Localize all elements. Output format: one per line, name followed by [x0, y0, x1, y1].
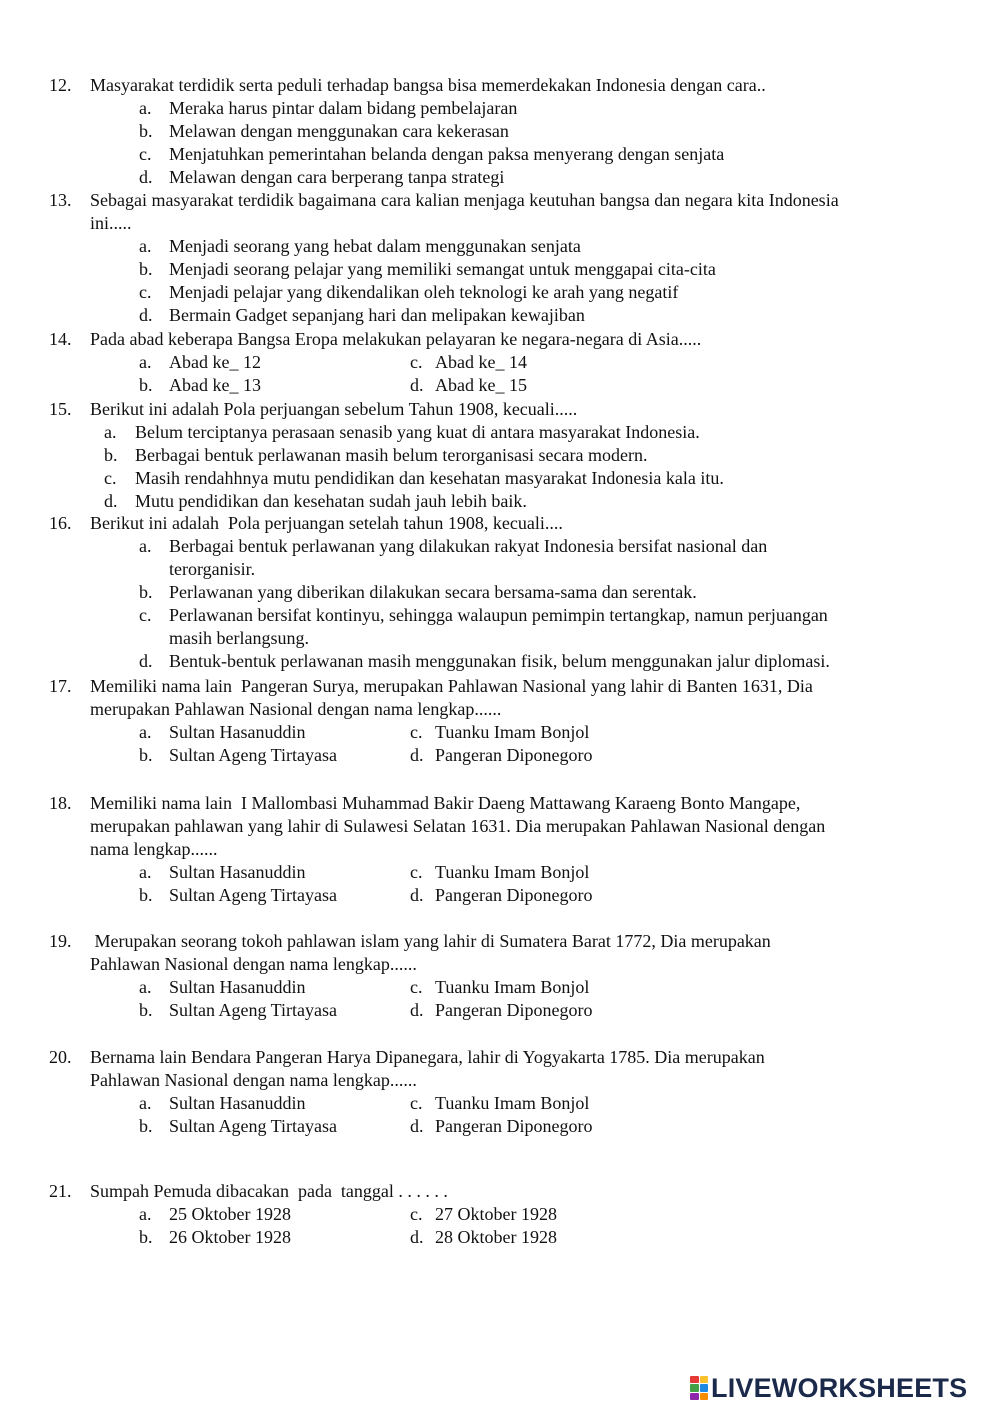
option-text: Bermain Gadget sepanjang hari dan melipakan kewajiban: [169, 305, 585, 325]
option-text: Sultan Ageng Tirtayasa: [169, 745, 338, 765]
option-text: Berbagai bentuk perlawanan yang dilakukan rakyat Indonesia bersifat nasional dan: [169, 536, 768, 556]
question-text: Pada abad keberapa Bangsa Eropa melakukan pelayaran ke negara-negara di Asia.....: [90, 329, 702, 349]
option-letter: a.: [139, 977, 152, 997]
logo-icon-square: [700, 1393, 709, 1400]
question-number: 15.: [49, 399, 72, 419]
option-letter: c.: [410, 1204, 423, 1224]
question-text: Berikut ini adalah Pola perjuangan setelah tahun 1908, kecuali....: [90, 513, 563, 533]
option-text: masih berlangsung.: [169, 628, 309, 648]
option-letter: a.: [139, 236, 152, 256]
question-text: merupakan pahlawan yang lahir di Sulawesi Selatan 1631. Dia merupakan Pahlawan Nasional dengan: [90, 816, 826, 836]
option-letter: d.: [410, 1000, 424, 1020]
option-text: Tuanku Imam Bonjol: [435, 722, 590, 742]
option-text: Tuanku Imam Bonjol: [435, 862, 590, 882]
question-number: 17.: [49, 676, 72, 696]
option-text: Sultan Ageng Tirtayasa: [169, 1000, 338, 1020]
question-number: 12.: [49, 75, 72, 95]
option-letter: a.: [139, 98, 152, 118]
question-number: 19.: [49, 931, 72, 951]
option-letter: c.: [139, 282, 152, 302]
option-letter: b.: [139, 1227, 153, 1247]
option-letter: a.: [139, 862, 152, 882]
question-text: Memiliki nama lain Pangeran Surya, merupakan Pahlawan Nasional yang lahir di Banten 1631, Dia: [90, 676, 813, 696]
question-text: Sumpah Pemuda dibacakan pada tanggal . . . . . .: [90, 1181, 448, 1201]
option-text: Abad ke_ 14: [435, 352, 527, 372]
option-letter: d.: [139, 305, 153, 325]
logo-icon-square: [700, 1384, 709, 1391]
option-text: Pangeran Diponegoro: [435, 1000, 593, 1020]
question-number: 14.: [49, 329, 72, 349]
option-text: Menjadi seorang yang hebat dalam menggunakan senjata: [169, 236, 581, 256]
question-number: 20.: [49, 1047, 72, 1067]
question-text: Bernama lain Bendara Pangeran Harya Dipanegara, lahir di Yogyakarta 1785. Dia merupakan: [90, 1047, 765, 1067]
option-text: 26 Oktober 1928: [169, 1227, 291, 1247]
option-letter: b.: [139, 375, 153, 395]
option-text: Melawan dengan menggunakan cara kekerasan: [169, 121, 509, 141]
question-text: merupakan Pahlawan Nasional dengan nama lengkap......: [90, 699, 502, 719]
option-text: Sultan Hasanuddin: [169, 977, 306, 997]
question-text: Pahlawan Nasional dengan nama lengkap......: [90, 1070, 417, 1090]
option-letter: d.: [410, 375, 424, 395]
option-letter: a.: [139, 722, 152, 742]
option-text: Perlawanan bersifat kontinyu, sehingga walaupun pemimpin tertangkap, namun perjuangan: [169, 605, 828, 625]
option-letter: b.: [139, 1000, 153, 1020]
option-letter: b.: [139, 121, 153, 141]
option-text: Masih rendahhnya mutu pendidikan dan kesehatan masyarakat Indonesia kala itu.: [135, 468, 724, 488]
option-text: 28 Oktober 1928: [435, 1227, 557, 1247]
question-number: 21.: [49, 1181, 72, 1201]
liveworksheets-logo-text: LIVEWORKSHEETS: [711, 1372, 968, 1403]
option-text: Abad ke_ 13: [169, 375, 261, 395]
option-letter: b.: [139, 1116, 153, 1136]
liveworksheets-logo-icon: [690, 1376, 708, 1400]
option-letter: c.: [104, 468, 117, 488]
question-text: Memiliki nama lain I Mallombasi Muhammad Bakir Daeng Mattawang Karaeng Bonto Mangape,: [90, 793, 801, 813]
option-text: Belum terciptanya perasaan senasib yang kuat di antara masyarakat Indonesia.: [135, 422, 700, 442]
option-text: Pangeran Diponegoro: [435, 885, 593, 905]
option-text: Berbagai bentuk perlawanan masih belum terorganisasi secara modern.: [135, 445, 648, 465]
option-letter: d.: [104, 491, 118, 511]
question-text: Sebagai masyarakat terdidik bagaimana cara kalian menjaga keutuhan bangsa dan negara kita Indonesia: [90, 190, 839, 210]
option-letter: b.: [139, 745, 153, 765]
liveworksheets-logo: [690, 1374, 967, 1402]
option-letter: a.: [139, 536, 152, 556]
option-letter: a.: [139, 352, 152, 372]
option-letter: d.: [410, 885, 424, 905]
question-number: 13.: [49, 190, 72, 210]
option-letter: c.: [410, 722, 423, 742]
option-letter: b.: [104, 445, 118, 465]
question-text: Berikut ini adalah Pola perjuangan sebelum Tahun 1908, kecuali.....: [90, 399, 578, 419]
option-text: Sultan Ageng Tirtayasa: [169, 1116, 338, 1136]
logo-icon-square: [690, 1393, 699, 1400]
option-text: Pangeran Diponegoro: [435, 1116, 593, 1136]
option-letter: d.: [410, 1116, 424, 1136]
option-letter: d.: [410, 1227, 424, 1247]
option-text: Melawan dengan cara berperang tanpa strategi: [169, 167, 505, 187]
option-letter: a.: [104, 422, 117, 442]
option-letter: c.: [139, 144, 152, 164]
logo-icon-square: [690, 1384, 699, 1391]
option-text: Sultan Hasanuddin: [169, 862, 306, 882]
option-text: Menjatuhkan pemerintahan belanda dengan paksa menyerang dengan senjata: [169, 144, 725, 164]
option-letter: d.: [139, 651, 153, 671]
option-text: Abad ke_ 15: [435, 375, 527, 395]
question-number: 16.: [49, 513, 72, 533]
option-text: Mutu pendidikan dan kesehatan sudah jauh lebih baik.: [135, 491, 527, 511]
option-letter: d.: [139, 167, 153, 187]
question-number: 18.: [49, 793, 72, 813]
option-text: Pangeran Diponegoro: [435, 745, 593, 765]
option-letter: b.: [139, 885, 153, 905]
option-letter: c.: [410, 1093, 423, 1113]
question-text: Pahlawan Nasional dengan nama lengkap......: [90, 954, 417, 974]
option-text: Sultan Hasanuddin: [169, 722, 306, 742]
option-letter: d.: [410, 745, 424, 765]
option-text: 27 Oktober 1928: [435, 1204, 557, 1224]
question-text: nama lengkap......: [90, 839, 218, 859]
option-text: Tuanku Imam Bonjol: [435, 1093, 590, 1113]
question-text: Masyarakat terdidik serta peduli terhadap bangsa bisa memerdekakan Indonesia dengan cara..: [90, 75, 766, 95]
logo-icon-square: [690, 1376, 699, 1383]
option-letter: c.: [410, 862, 423, 882]
option-text: Bentuk-bentuk perlawanan masih menggunakan fisik, belum menggunakan jalur diplomasi.: [169, 651, 830, 671]
option-letter: a.: [139, 1093, 152, 1113]
logo-icon-square: [700, 1376, 709, 1383]
option-text: Menjadi pelajar yang dikendalikan oleh teknologi ke arah yang negatif: [169, 282, 679, 302]
question-text: ini.....: [90, 213, 132, 233]
option-letter: c.: [410, 977, 423, 997]
option-text: Sultan Hasanuddin: [169, 1093, 306, 1113]
option-letter: c.: [410, 352, 423, 372]
option-letter: a.: [139, 1204, 152, 1224]
option-letter: b.: [139, 259, 153, 279]
option-text: 25 Oktober 1928: [169, 1204, 291, 1224]
option-text: Tuanku Imam Bonjol: [435, 977, 590, 997]
option-text: terorganisir.: [169, 559, 256, 579]
option-text: Meraka harus pintar dalam bidang pembelajaran: [169, 98, 518, 118]
option-letter: b.: [139, 582, 153, 602]
question-text: Merupakan seorang tokoh pahlawan islam yang lahir di Sumatera Barat 1772, Dia merupakan: [90, 931, 771, 951]
option-text: Sultan Ageng Tirtayasa: [169, 885, 338, 905]
option-text: Abad ke_ 12: [169, 352, 261, 372]
option-text: Menjadi seorang pelajar yang memiliki semangat untuk menggapai cita-cita: [169, 259, 716, 279]
option-text: Perlawanan yang diberikan dilakukan secara bersama-sama dan serentak.: [169, 582, 697, 602]
option-letter: c.: [139, 605, 152, 625]
